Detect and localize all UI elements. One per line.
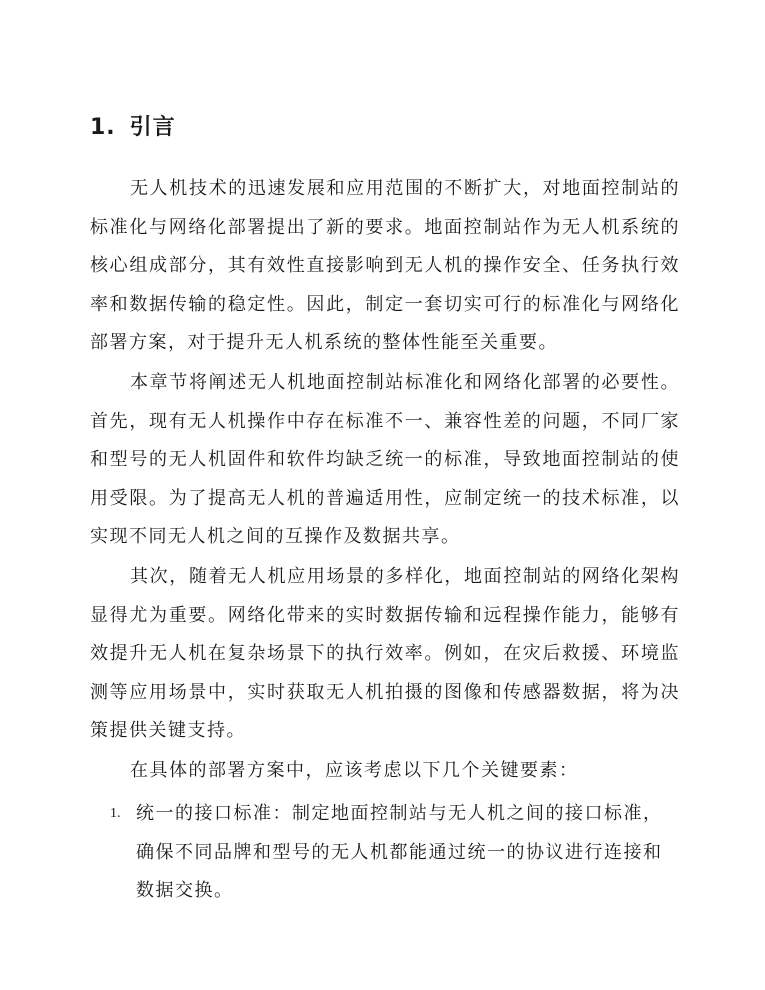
paragraph-necessity: 本章节将阐述无人机地面控制站标准化和网络化部署的必要性。首先，现有无人机操作中存在标准不一、兼容性差的问题，不同厂家和型号的无人机固件和软件均缺乏统一的标准，导致地面控制站的使用受限。为了提高无人机的普遍适用性，应制定统一的技术标准，以实现不同无人机之间的互操作及数据共享。 [90,372,680,548]
section-number: 1. [90,115,116,140]
paragraph-intro: 无人机技术的迅速发展和应用范围的不断扩大，对地面控制站的标准化与网络化部署提出了新的要求。地面控制站作为无人机系统的核心组成部分，其有效性直接影响到无人机的操作安全、任务执行效率和数据传输的稳定性。因此，制定一套切实可行的标准化与网络化部署方案，对于提升无人机系统的整体性能至关重要。 [90,178,680,354]
list-item-marker: 1. [110,806,121,821]
paragraph-key-elements: 在具体的部署方案中，应该考虑以下几个关键要素： [130,760,579,781]
list-item [110,795,680,911]
key-elements-list [110,795,680,911]
paragraph-networking: 其次，随着无人机应用场景的多样化，地面控制站的网络化架构显得尤为重要。网络化带来的实时数据传输和远程操作能力，能够有效提升无人机在复杂场景下的执行效率。例如，在灾后救援、环境监测等应用场景中，实时获取无人机拍摄的图像和传感器数据，将为决策提供关键支持。 [90,566,680,742]
section-title: 引言 [129,115,176,140]
section-heading [90,112,176,144]
list-item-text: 统一的接口标准：制定地面控制站与无人机之间的接口标准，确保不同品牌和型号的无人机都能通过统一的协议进行连接和数据交换。 [136,803,663,902]
